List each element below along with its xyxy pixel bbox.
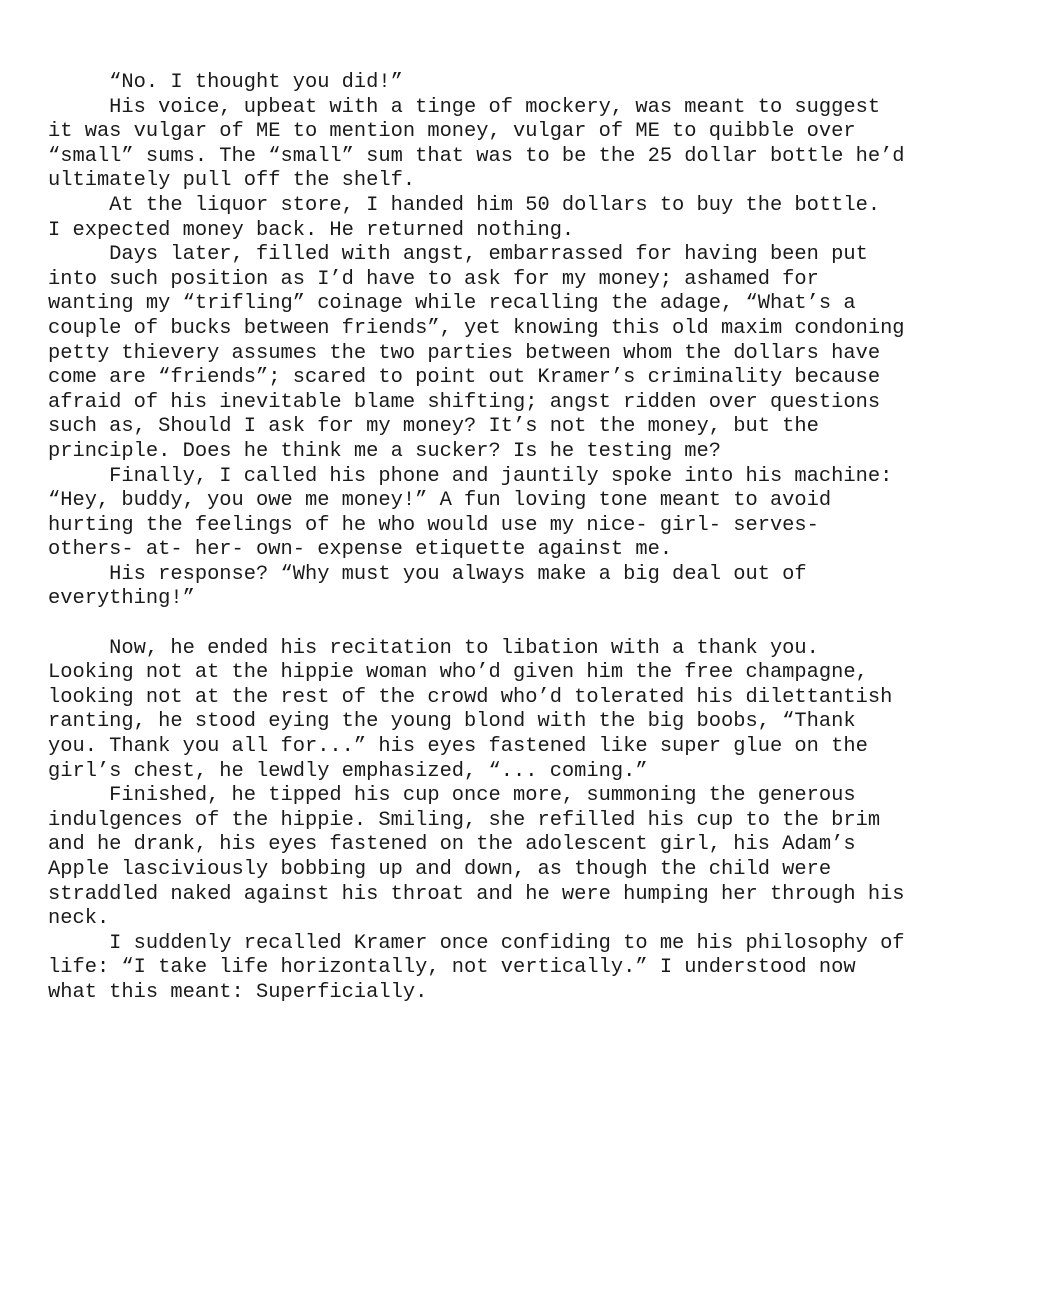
text-line: girl’s chest, he lewdly emphasized, “... coming.” bbox=[48, 759, 648, 783]
section-1 bbox=[48, 71, 1038, 612]
paragraph bbox=[48, 71, 1038, 96]
text-line: I expected money back. He returned nothing. bbox=[48, 218, 575, 242]
text-line: hurting the feelings of he who would use my nice- girl- serves- bbox=[48, 513, 819, 537]
text-line: At the liquor store, I handed him 50 dollars to buy the bottle. bbox=[48, 193, 881, 217]
text-line: you. Thank you all for...” his eyes fastened like super glue on the bbox=[48, 735, 868, 759]
text-line: Days later, filled with angst, embarrassed for having been put bbox=[48, 243, 868, 267]
text-line: “No. I thought you did!” bbox=[48, 71, 403, 94]
text-line: couple of bucks between friends”, yet knowing this old maxim condoning bbox=[48, 316, 905, 340]
text-line: into such position as I’d have to ask for my money; ashamed for bbox=[48, 267, 819, 291]
paragraph bbox=[48, 243, 1038, 464]
text-line: life: “I take life horizontally, not vertically.” I understood now bbox=[48, 956, 856, 980]
text-line: Looking not at the hippie woman who’d given him the free champagne, bbox=[48, 661, 868, 685]
text-line: Apple lasciviously bobbing up and down, as though the child were bbox=[48, 858, 832, 881]
text-line: neck. bbox=[48, 907, 110, 931]
text-line: what this meant: Superficially. bbox=[48, 980, 428, 1004]
paragraph bbox=[48, 465, 1038, 563]
text-line: wanting my “trifling” coinage while recalling the adage, “What’s a bbox=[48, 292, 856, 316]
text-line: such as, Should I ask for my money? It’s not the money, but the bbox=[48, 415, 819, 439]
paragraph bbox=[48, 96, 1038, 194]
text-line: “small” sums. The “small” sum that was to be the 25 dollar bottle he’d bbox=[48, 144, 905, 168]
text-line: His response? “Why must you always make a big deal out of bbox=[48, 562, 807, 586]
text-line: ranting, he stood eying the young blond with the big boobs, “Thank bbox=[48, 710, 856, 734]
document-page bbox=[48, 71, 1038, 1006]
text-line: ultimately pull off the shelf. bbox=[48, 169, 416, 193]
text-line: Finally, I called his phone and jauntily spoke into his machine: bbox=[48, 464, 893, 488]
text-line: His voice, upbeat with a tinge of mockery, was meant to suggest bbox=[48, 95, 881, 119]
section-break bbox=[48, 612, 1038, 637]
text-line: and he drank, his eyes fastened on the adolescent girl, his Adam’s bbox=[48, 833, 856, 857]
text-line: indulgences of the hippie. Smiling, she refilled his cup to the brim bbox=[48, 808, 881, 832]
paragraph bbox=[48, 563, 1038, 612]
text-line: straddled naked against his throat and he were humping her through his bbox=[48, 882, 905, 906]
text-line: I suddenly recalled Kramer once confiding to me his philosophy of bbox=[48, 931, 905, 955]
text-line: others- at- her- own- expense etiquette against me. bbox=[48, 538, 673, 562]
text-line: principle. Does he think me a sucker? Is he testing me? bbox=[48, 439, 722, 463]
text-line: “Hey, buddy, you owe me money!” A fun loving tone meant to avoid bbox=[48, 489, 832, 513]
paragraph bbox=[48, 784, 1038, 932]
text-line: Finished, he tipped his cup once more, summoning the generous bbox=[48, 784, 856, 808]
text-line: petty thievery assumes the two parties between whom the dollars have bbox=[48, 341, 881, 365]
text-line: Now, he ended his recitation to libation with a thank you. bbox=[48, 636, 819, 660]
text-line: looking not at the rest of the crowd who’d tolerated his dilettantish bbox=[48, 685, 893, 709]
text-line: come are “friends”; scared to point out Kramer’s criminality because bbox=[48, 366, 881, 390]
text-line: afraid of his inevitable blame shifting; angst ridden over questions bbox=[48, 390, 881, 414]
text-line: everything!” bbox=[48, 587, 195, 611]
section-2 bbox=[48, 637, 1038, 1006]
paragraph bbox=[48, 637, 1038, 785]
paragraph bbox=[48, 932, 1038, 1006]
paragraph bbox=[48, 194, 1038, 243]
text-line: it was vulgar of ME to mention money, vulgar of ME to quibble over bbox=[48, 120, 856, 144]
